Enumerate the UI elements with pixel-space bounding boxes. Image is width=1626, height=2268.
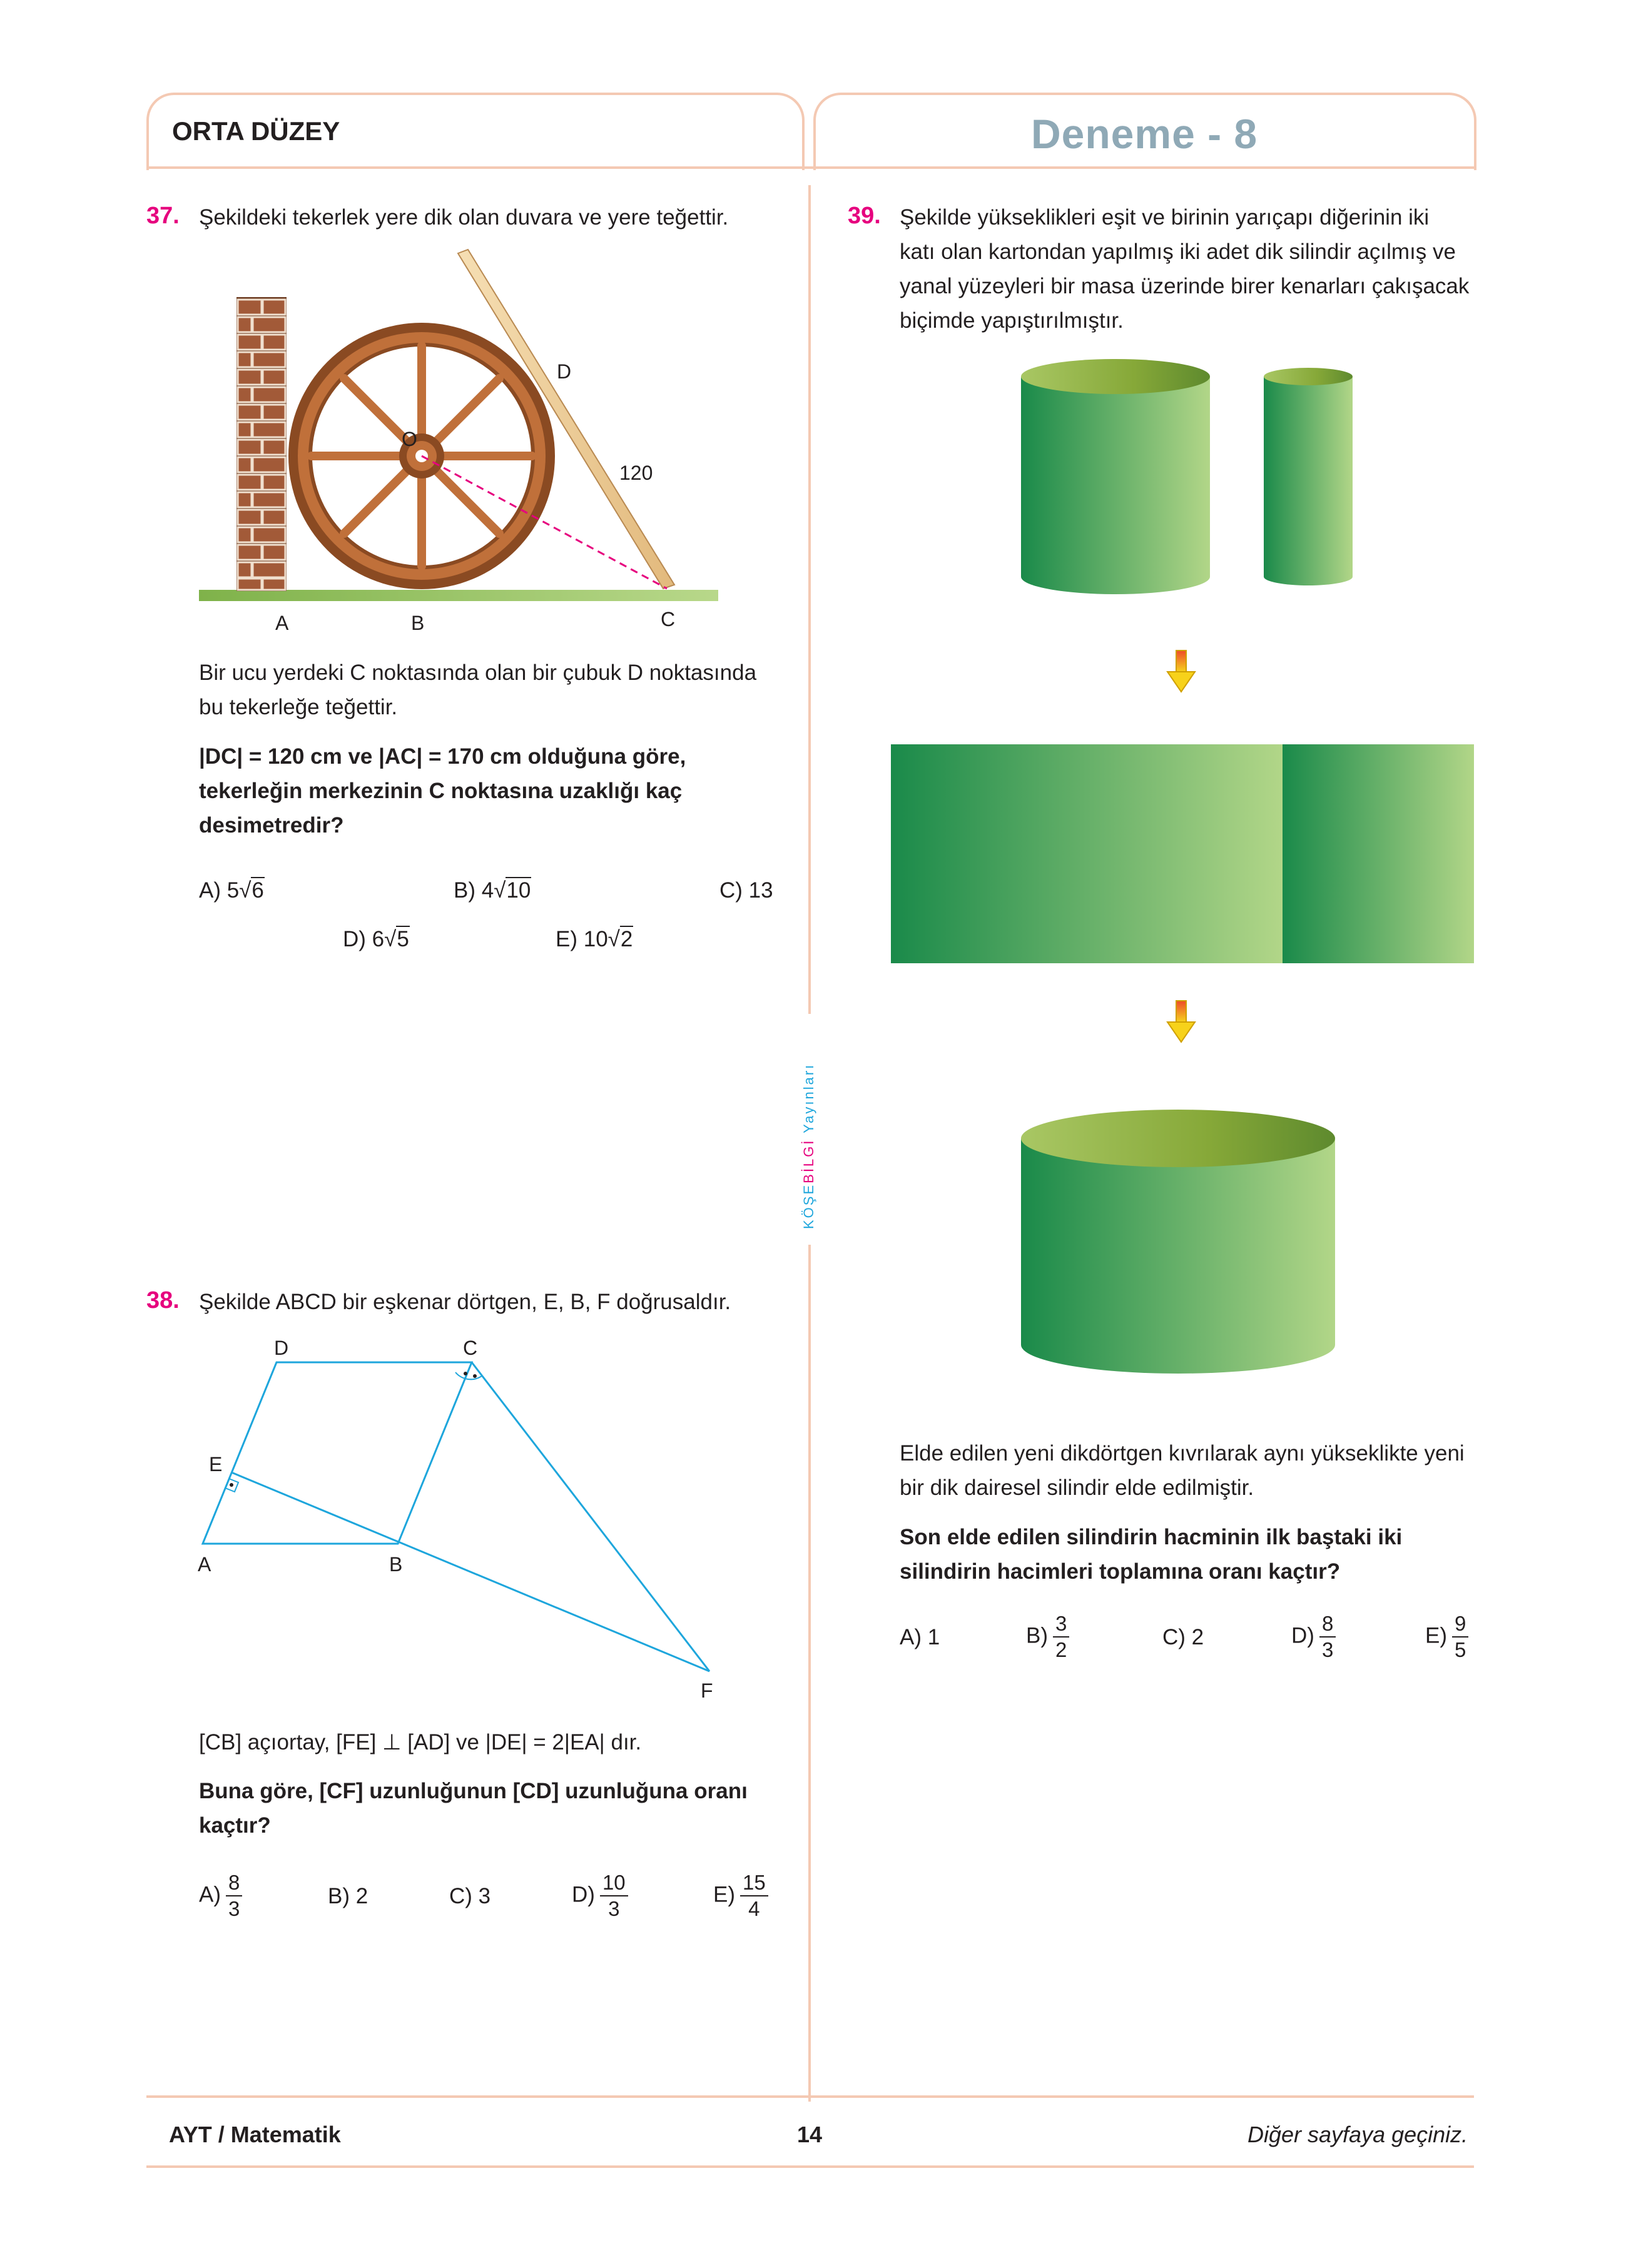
q39-option-d[interactable]: D) $\frac{8}{3}$	[1291, 1611, 1336, 1663]
q39-intro-line4: biçimde yapıştırılmıştır.	[900, 308, 1124, 333]
unrolled-rectangle	[891, 744, 1474, 963]
q39-intro-line3: yanal yüzeyleri bir masa üzerinde birer kenarları çakışacak	[900, 274, 1470, 298]
angle-dot-2	[473, 1374, 477, 1378]
label-d: D	[557, 360, 572, 383]
q38-option-c[interactable]: C) 3	[449, 1884, 491, 1908]
q39-intro-line1: Şekilde yükseklikleri eşit ve birinin yarıçapı diğerinin iki	[900, 205, 1430, 230]
q39-intro-line2: katı olan kartondan yapılmış iki adet dik silindir açılmış ve	[900, 240, 1456, 264]
q39-text1-line2: bir dik dairesel silindir elde edilmiştir.	[900, 1476, 1254, 1500]
label-f: F	[701, 1679, 713, 1702]
q39-text1-line1: Elde edilen yeni dikdörtgen kıvrılarak aynı yükseklikte yeni	[900, 1441, 1465, 1466]
q39-option-a[interactable]: A) 1	[900, 1625, 940, 1649]
q37-question-line1: |DC| = 120 cm ve |AC| = 170 cm olduğuna göre,	[199, 744, 686, 769]
label-120: 120	[619, 462, 653, 484]
arrow-down-icon-2	[1167, 1001, 1195, 1042]
q37-question-line3: desimetredir?	[199, 813, 344, 838]
q38-option-d[interactable]: D) $\frac{10}{3}$	[572, 1870, 628, 1921]
segment-cf	[472, 1362, 709, 1671]
label-a: A	[198, 1553, 211, 1576]
q37-option-a[interactable]: A) 5√6	[199, 878, 264, 903]
label-b: B	[389, 1553, 403, 1576]
label-e: E	[209, 1453, 223, 1476]
publisher-brand: KÖŞEBİLGİ Yayınları	[801, 1063, 816, 1229]
q38-question-line1: Buna göre, [CF] uzunluğunun [CD] uzunluğuna oranı	[199, 1779, 748, 1803]
q37-option-c[interactable]: C) 13	[719, 878, 773, 903]
arrow-down-icon-1	[1167, 651, 1195, 692]
q39-question-line1: Son elde edilen silindirin hacminin ilk baştaki iki	[900, 1525, 1403, 1549]
label-a: A	[275, 612, 289, 634]
q37-number: 37.	[146, 203, 180, 229]
q39-option-e[interactable]: E) $\frac{9}{5}$	[1425, 1611, 1468, 1663]
footer-next-page: Diğer sayfaya geçiniz.	[1247, 2122, 1468, 2147]
q37-option-b[interactable]: B) 4√10	[454, 878, 531, 903]
q38-number: 38.	[146, 1287, 180, 1314]
footer-rule-top	[146, 2095, 1474, 2098]
ground	[199, 590, 718, 601]
q38-intro: Şekilde ABCD bir eşkenar dörtgen, E, B, F doğrusaldır.	[199, 1290, 731, 1314]
label-b: B	[411, 612, 425, 634]
q37-text1-line2: bu tekerleğe teğettir.	[199, 695, 398, 719]
q39-cylinders-figure	[888, 350, 1489, 1426]
label-c: C	[463, 1337, 478, 1359]
page-title: Deneme - 8	[1031, 111, 1258, 157]
q38-option-b[interactable]: B) 2	[328, 1884, 368, 1908]
q37-intro: Şekildeki tekerlek yere dik olan duvara ve yere teğettir.	[199, 205, 729, 230]
q37-option-e[interactable]: E) 10√2	[556, 927, 633, 951]
label-d: D	[274, 1337, 289, 1359]
label-o: O	[402, 428, 417, 450]
q38-given: [CB] açıortay, [FE] ⊥ [AD] ve |DE| = 2|EA| dır.	[199, 1730, 642, 1754]
angle-dot-1	[464, 1372, 467, 1375]
column-divider-top	[808, 185, 811, 1014]
header-rule	[146, 166, 1474, 169]
cylinder-result	[1021, 1110, 1335, 1374]
q37-question-line2: tekerleğin merkezinin C noktasına uzaklığı kaç	[199, 779, 683, 803]
q38-option-a[interactable]: A) $\frac{8}{3}$	[199, 1870, 242, 1921]
brick-wall	[236, 297, 287, 591]
footer-page-number: 14	[797, 2122, 823, 2147]
q38-rhombus-figure	[188, 1332, 751, 1708]
right-angle-dot	[230, 1483, 233, 1487]
q39-question-line2: silindirin hacimleri toplamına oranı kaçtır?	[900, 1559, 1341, 1584]
q37-wheel-figure	[188, 247, 732, 647]
q39-option-c[interactable]: C) 2	[1162, 1625, 1204, 1649]
footer-rule-bottom	[146, 2165, 1474, 2168]
q39-number: 39.	[848, 203, 881, 229]
cylinder-large	[1021, 359, 1210, 594]
label-c: C	[661, 608, 676, 630]
footer-subject: AYT / Matematik	[169, 2122, 341, 2147]
column-divider-bottom	[808, 1245, 811, 2102]
level-label: ORTA DÜZEY	[172, 116, 340, 146]
q38-option-e[interactable]: E) $\frac{15}{4}$	[713, 1870, 768, 1921]
cylinder-small	[1264, 368, 1353, 585]
q37-option-d[interactable]: D) 6√5	[343, 927, 409, 951]
q39-option-b[interactable]: B) $\frac{3}{2}$	[1026, 1611, 1069, 1663]
segment-ef	[231, 1472, 709, 1671]
q38-question-line2: kaçtır?	[199, 1813, 271, 1838]
angle-arc-c	[455, 1372, 482, 1379]
q37-text1-line1: Bir ucu yerdeki C noktasında olan bir çubuk D noktasında	[199, 661, 757, 685]
